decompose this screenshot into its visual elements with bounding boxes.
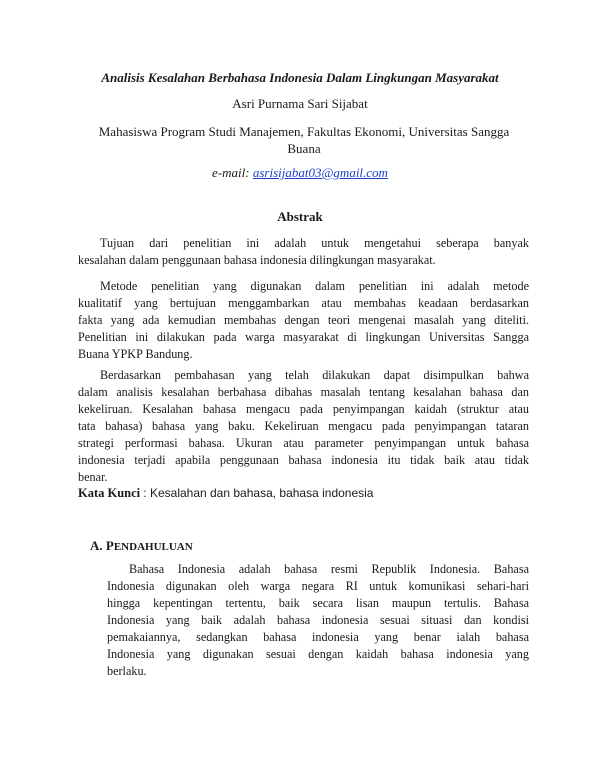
text-line: Tujuan dari penelitian ini adalah untuk mengetahui seberapa banyak bbox=[100, 236, 529, 250]
text-line: fakta yang ada kemudian membahas dengan teori mengenai masalah yang diteliti. bbox=[78, 313, 529, 327]
section-number: A. P bbox=[90, 538, 114, 553]
abstract-paragraph-2 bbox=[78, 278, 529, 363]
section-heading-pendahuluan bbox=[90, 538, 193, 554]
intro-paragraph-1 bbox=[107, 561, 529, 680]
text-line: Metode penelitian yang digunakan dalam penelitian ini adalah metode bbox=[100, 279, 529, 293]
abstract-paragraph-3 bbox=[78, 367, 529, 486]
text-line: kualitatif yang bertujuan menggambarkan atau membahas keadaan berdasarkan bbox=[78, 296, 529, 310]
author-name: Asri Purnama Sari Sijabat bbox=[232, 96, 368, 111]
keywords-line bbox=[78, 486, 373, 501]
text-line: dalam analisis kesalahan berbahasa dibahas masalah tentang kesalahan bahasa dan bbox=[78, 385, 529, 399]
text-line: Bahasa Indonesia adalah bahasa resmi Republik Indonesia. Bahasa bbox=[129, 562, 529, 576]
text-line: Penelitian ini dilakukan pada warga masyarakat di lingkungan Universitas Sangga bbox=[78, 330, 529, 344]
abstract-heading: Abstrak bbox=[277, 209, 323, 224]
email-line bbox=[0, 165, 600, 181]
text-line: Indonesia yang baik adalah bahasa indonesia sesuai situasi dan kondisi bbox=[107, 613, 529, 627]
abstract-paragraph-1 bbox=[78, 235, 529, 269]
text-line: Berdasarkan pembahasan yang telah dilakukan dapat disimpulkan bahwa bbox=[100, 368, 529, 382]
text-line: tata bahasa) bahasa yang baku. Kekeliruan mengacu pada penyimpangan tataran bbox=[78, 419, 529, 433]
text-line: kesalahan dalam penggunaan bahasa indonesia dilingkungan masyarakat. bbox=[78, 253, 436, 267]
keywords-value: : Kesalahan dan bahasa, bahasa indonesia bbox=[143, 486, 374, 500]
text-line: pemakaiannya, sedangkan bahasa indonesia yang benar ialah bahasa bbox=[107, 630, 529, 644]
section-heading-text: ENDAHULUAN bbox=[113, 541, 193, 553]
email-link[interactable]: asrisijabat03@gmail.com bbox=[252, 165, 388, 180]
author-affiliation: Mahasiswa Program Studi Manajemen, Fakultas Ekonomi, Universitas Sangga Buana bbox=[98, 124, 510, 156]
text-line: Buana YPKP Bandung. bbox=[78, 347, 193, 361]
text-line: kekeliruan. Kesalahan bahasa mengacu pada penyimpangan kaidah (struktur atau bbox=[78, 402, 529, 416]
text-line: Indonesia digunakan oleh warga negara RI untuk komunikasi sehari-hari bbox=[107, 579, 529, 593]
keywords-label: Kata Kunci bbox=[78, 486, 141, 500]
text-line: berlaku. bbox=[107, 664, 147, 678]
text-line: benar. bbox=[78, 470, 108, 484]
paper-title: Analisis Kesalahan Berbahasa Indonesia Dalam Lingkungan Masyarakat bbox=[101, 70, 499, 85]
text-line: indonesia terjadi apabila penggunaan bahasa indonesia itu tidak baik atau tidak bbox=[78, 453, 529, 467]
text-line: strategi performasi bahasa. Ukuran atau parameter penyimpangan untuk bahasa bbox=[78, 436, 529, 450]
text-line: hingga kepentingan tertentu, baik secara lisan maupun tertulis. Bahasa bbox=[107, 596, 529, 610]
email-label: e-mail: bbox=[212, 165, 250, 180]
text-line: Indonesia yang digunakan sesuai dengan kaidah bahasa indonesia yang bbox=[107, 647, 529, 661]
